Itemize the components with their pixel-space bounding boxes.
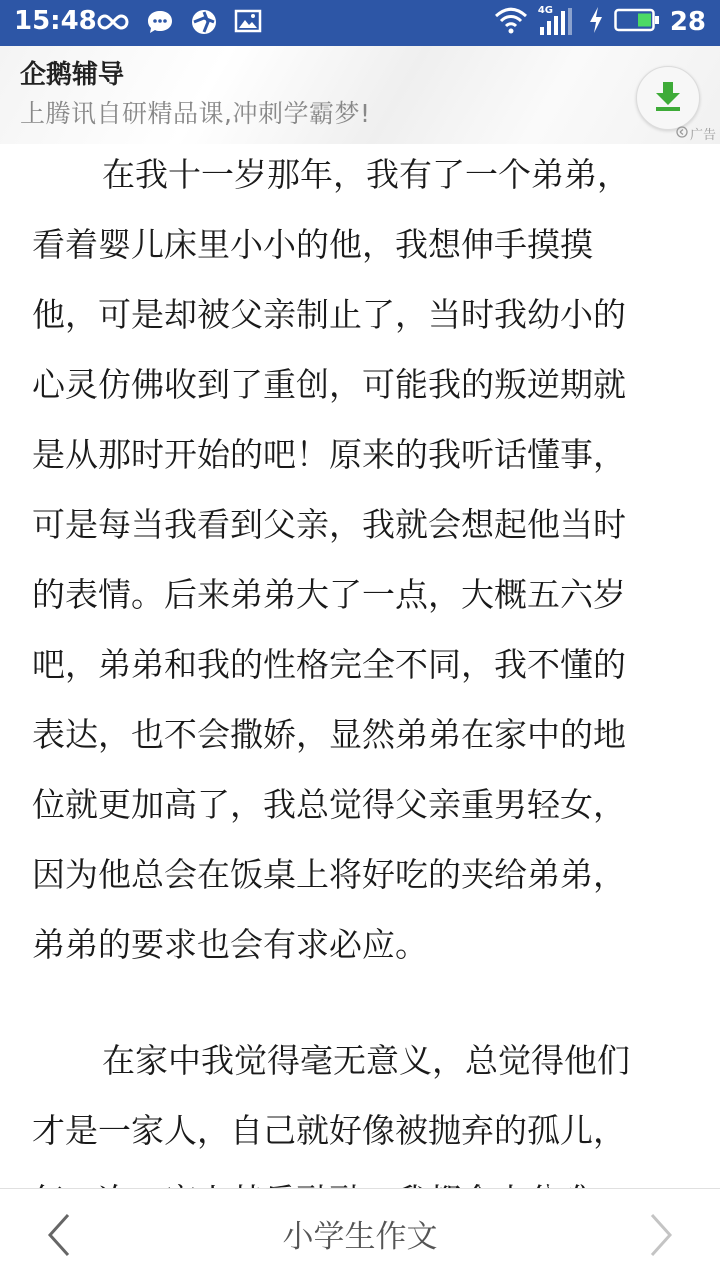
download-icon: [651, 79, 685, 117]
text-line: 可是每当我看到父亲，我就会想起他当时: [32, 505, 626, 544]
aperture-icon: [190, 8, 218, 40]
ad-tag-label: 广告: [689, 128, 716, 143]
infinity-icon: [96, 8, 130, 40]
ad-subtitle[interactable]: 上腾讯自研精品课,冲刺学霸梦!: [20, 99, 371, 128]
text-line: 在我十一岁那年，我有了一个弟弟，: [102, 155, 630, 194]
battery-icon: [614, 8, 660, 36]
status-bar: [0, 0, 720, 46]
text-line: 位就更加高了，我总觉得父亲重男轻女，: [32, 785, 626, 824]
text-line: 他，可是却被父亲制止了，当时我幼小的: [32, 295, 626, 334]
text-line: 吧，弟弟和我的性格完全不同，我不懂的: [32, 645, 626, 684]
text-line: 才是一家人，自己就好像被抛弃的孤儿，: [32, 1111, 626, 1150]
status-notification-icons: [96, 8, 262, 40]
ad-download-button[interactable]: [636, 66, 700, 130]
text-line: 的表情。后来弟弟大了一点，大概五六岁: [32, 575, 626, 614]
ad-close-icon[interactable]: [676, 126, 688, 142]
article-body: [0, 144, 720, 1188]
text-line: 看着婴儿床里小小的他，我想伸手摸摸: [32, 225, 593, 264]
bottom-nav-bar: [0, 1188, 720, 1281]
text-line: 表达，也不会撒娇，显然弟弟在家中的地: [32, 715, 626, 754]
charging-bolt-icon: [588, 6, 604, 38]
text-line: 弟弟的要求也会有求必应。: [32, 925, 428, 964]
signal-type-label: 4G: [537, 5, 553, 16]
cell-signal-icon: [538, 7, 578, 37]
ad-title[interactable]: 企鹅辅导: [20, 60, 125, 90]
text-line: 心灵仿佛收到了重创，可能我的叛逆期就: [32, 365, 626, 404]
text-line: 因为他总会在饭桌上将好吃的夹给弟弟，: [32, 855, 626, 894]
image-icon: [234, 8, 262, 40]
status-time: 15:48: [14, 6, 97, 36]
battery-percent: 28: [669, 7, 706, 37]
next-button[interactable]: [640, 1211, 680, 1259]
chat-bubble-icon: [146, 8, 174, 40]
wifi-icon: [494, 6, 528, 38]
text-line: 是从那时开始的吧！原来的我听话懂事，: [32, 435, 626, 474]
section-title: 小学生作文: [282, 1219, 438, 1255]
text-line: 在家中我觉得毫无意义，总觉得他们: [102, 1041, 630, 1080]
ad-tag[interactable]: [676, 124, 716, 143]
chevron-right-icon: [640, 1244, 680, 1263]
ad-banner[interactable]: [0, 46, 720, 144]
